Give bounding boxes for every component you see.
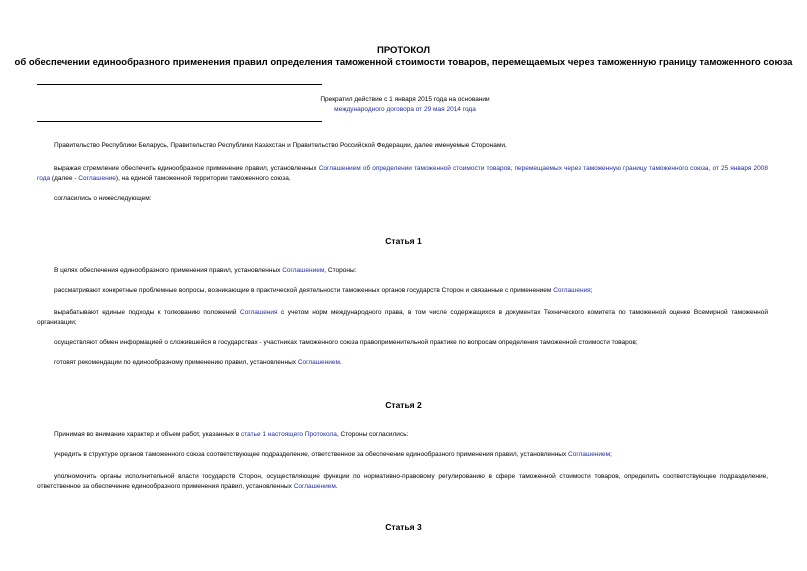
agreement-link[interactable]: Соглашением — [568, 451, 611, 458]
article-paragraph — [37, 430, 768, 440]
article-heading: Статья 1 — [385, 236, 422, 246]
article-heading: Статья 2 — [385, 400, 422, 410]
status-note: Прекратил действие с 1 января 2015 года на основании — [320, 96, 490, 103]
article-text: В целях обеспечения единообразного применения правил, установленных — [54, 267, 283, 274]
article-text: . — [339, 359, 342, 366]
divider-bottom — [37, 121, 322, 122]
article-text: рассматривают конкретные проблемные вопросы, возникающие в практической деятельности таможенных органов государств Сторон и связанные с применением — [54, 287, 554, 294]
article-text: уполномочить органы исполнительной власти государств Сторон, осуществляющие функции по нормативно-правовому регулированию в сфере таможенной стоимости товаров, определить соответствующее подразделение, ответственное за обеспечение единообразного применения правил, установленных — [37, 473, 768, 490]
divider-top — [37, 84, 322, 85]
agreement-link[interactable]: Соглашения — [553, 287, 591, 294]
article-text: . — [335, 483, 338, 490]
agreement-link[interactable]: Соглашением — [293, 483, 336, 490]
preamble-paragraph — [37, 194, 768, 204]
article-paragraph — [37, 308, 768, 328]
article-paragraph — [37, 266, 768, 276]
article-paragraph — [37, 286, 768, 296]
preamble-text: ), на единой таможенной территории таможенного союза, — [115, 175, 291, 182]
document-title: ПРОТОКОЛ — [376, 45, 430, 56]
agreement-link[interactable]: Соглашение — [78, 175, 116, 182]
article-text: вырабатывают единые подходы к толкованию положений — [54, 309, 241, 316]
article-text: ; — [590, 287, 593, 294]
preamble-text: Правительство Республики Беларусь, Правительство Республики Казахстан и Правительство Российской Федерации, далее именуемые Сторонами, — [54, 142, 507, 149]
protocol-article-link[interactable]: статье 1 настоящего Протокола — [240, 431, 337, 438]
article-text: осуществляют обмен информацией о сложившейся в государствах - участниках таможенного союза правоприменительной практике по вопросам определения таможенной стоимости товаров; — [54, 339, 638, 346]
agreement-link[interactable]: Соглашением об определении таможенной стоимости товаров, перемещаемых через таможенную границу таможенного союза, от 25 января 2008 года — [37, 165, 768, 182]
article-text: учредить в структуре органов таможенного союза соответствующее подразделение, ответственное за обеспечение единообразного применения правил, установленных — [54, 451, 569, 458]
preamble-text: выражая стремление обеспечить единообразное применение правил, установленных — [54, 165, 319, 172]
preamble-text: (далее - — [50, 175, 79, 182]
article-paragraph — [37, 358, 768, 368]
document-subtitle: об обеспечении единообразного применения правил определения таможенной стоимости товаров, перемещаемых через таможенную границу таможенного союза — [14, 57, 793, 68]
article-text: Принимая во внимание характер и объем работ, указанных в — [54, 431, 241, 438]
agreement-link[interactable]: Соглашения — [240, 309, 278, 316]
article-text: , Стороны согласились: — [336, 431, 409, 438]
article-text: с учетом норм международного права, в том числе содержащихся в документах Технического комитета по таможенной оценке Всемирной таможенной организации; — [37, 309, 768, 326]
article-text: , Стороны: — [324, 267, 357, 274]
article-paragraph — [37, 472, 768, 492]
status-link[interactable]: международного договора от 29 мая 2014 года — [334, 106, 476, 113]
preamble-paragraph — [37, 164, 768, 184]
article-paragraph — [37, 450, 768, 460]
agreement-link[interactable]: Соглашением — [297, 359, 340, 366]
article-text: готовят рекомендации по единообразному применению правил, установленных — [54, 359, 298, 366]
article-paragraph — [37, 338, 768, 348]
article-text: ; — [610, 451, 612, 458]
article-heading: Статья 3 — [385, 522, 422, 532]
agreement-link[interactable]: Соглашением — [282, 267, 325, 274]
preamble-paragraph — [37, 141, 768, 151]
preamble-text: согласились о нижеследующем: — [54, 195, 152, 202]
